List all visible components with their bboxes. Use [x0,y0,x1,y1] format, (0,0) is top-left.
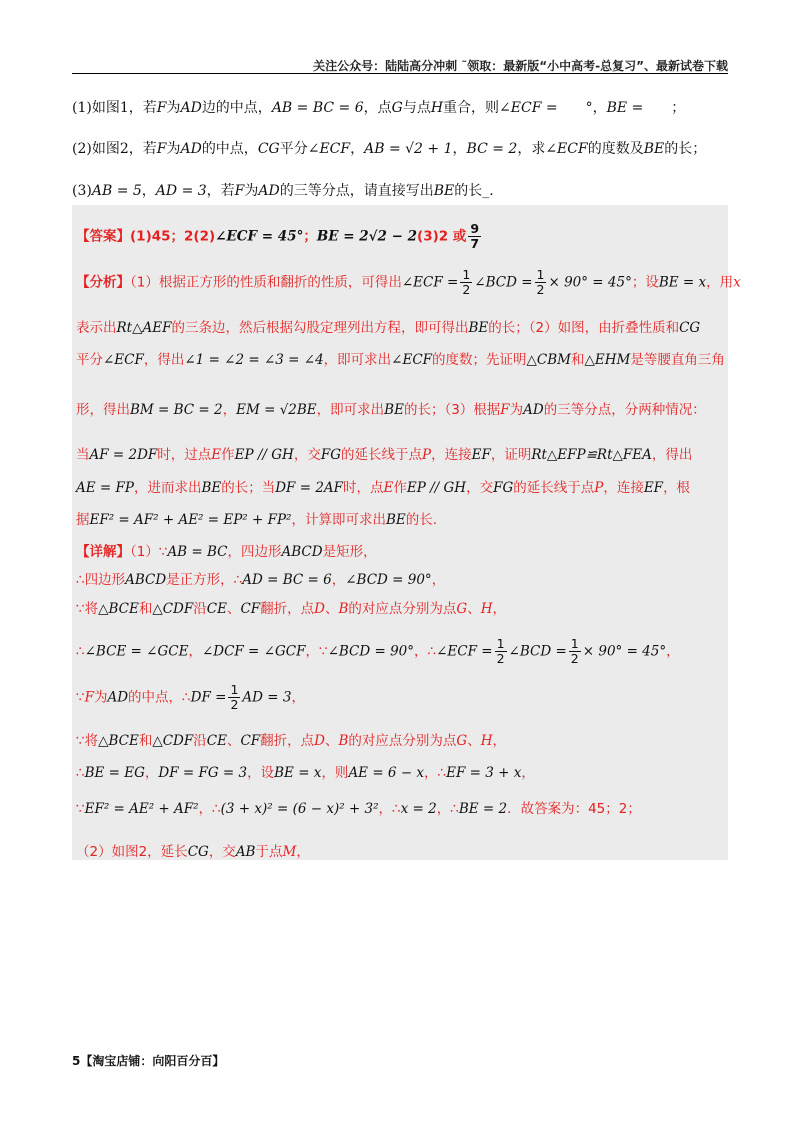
analysis-label: 【分析】 [76,274,130,291]
analysis-line-5: 当AF = 2DF时，过点E作EP // GH，交FG的延长线于点P，连接EF，证明Rt△EFP≌Rt△FEA，得出 [76,447,693,463]
question-1: (1)如图1，若F为AD边的中点，AB = BC = 6，点G与点H重合，则∠ECF = °，BE = ； [72,100,686,116]
detail-line-5: ∵F为AD的中点，∴DF = $\frac{1}{2}$ AD = 3， [76,682,305,712]
fraction-half: $\frac{1}{2}$ [536,267,545,297]
analysis-line-3: 平分∠ECF，得出∠1 = ∠2 = ∠3 = ∠4，即可求出∠ECF的度数；先证明△CBM和△EHM是等腰直角三角 [76,352,725,368]
fraction: $\frac{9}{7}$ [470,221,480,251]
analysis-line-1: 【分析】（1）根据正方形的性质和翻折的性质，可得出∠ECF = $\frac{1}{2}$ ∠BCD = $\frac{1}{2}$ × 90° = 45°；设BE = x，用x [76,267,741,297]
answer-label: 【答案】 [76,228,130,245]
fraction-half: $\frac{1}{2}$ [496,636,505,666]
analysis-line-7: 据EF² = AF² + AE² = EP² + FP²，计算即可求出BE的长. [76,512,438,528]
answer-line: 【答案】(1)45；2(2)∠ECF = 45°；BE = 2√2 − 2(3)2 或 $\frac{9}{7}$ [76,221,480,251]
detail-line-4: ∴∠BCE = ∠GCE，∠DCF = ∠GCF，∵∠BCD = 90°，∴∠ECF = $\frac{1}{2}$ ∠BCD = $\frac{1}{2}$ × 90° = 45°， [76,636,680,666]
fraction-half: $\frac{1}{2}$ [570,636,579,666]
detail-line-9: （2）如图2，延长CG，交AB于点M， [76,844,310,860]
analysis-line-2: 表示出Rt△AEF的三条边，然后根据勾股定理列出方程，即可得出BE的长；（2）如图，由折叠性质和CG [76,320,701,336]
detail-line-8: ∵EF² = AE² + AF²，∴(3 + x)² = (6 − x)² + 3²，∴x = 2，∴BE = 2．故答案为：45；2； [76,801,641,817]
header-text: 关注公众号：陆陆高分冲刺 ˜领取：最新版“小中高考-总复习”、最新试卷下载 [313,59,728,73]
header-divider [72,73,728,74]
fraction-half: $\frac{1}{2}$ [462,267,471,297]
analysis-line-4: 形，得出BM = BC = 2，EM = √2BE，即可求出BE的长；（3）根据F为AD的三等分点，分两种情况： [76,402,706,418]
question-2: (2)如图2，若F为AD的中点，CG平分∠ECF，AB = √2 + 1，BC = 2，求∠ECF的度数及BE的长； [72,141,707,157]
fraction-half: $\frac{1}{2}$ [230,682,239,712]
detail-line-2: ∴四边形ABCD是正方形，∴AD = BC = 6，∠BCD = 90°， [76,572,446,588]
question-3: (3)AB = 5，AD = 3，若F为AD的三等分点，请直接写出BE的长_. [72,183,494,199]
analysis-line-6: AE = FP，进而求出BE的长；当DF = 2AF时，点E作EP // GH，交FG的延长线于点P，连接EF，根 [76,480,691,496]
detail-label: 【详解】 [76,544,130,560]
detail-line-3: ∵将△BCE和△CDF沿CE、CF翻折，点D、B的对应点分别为点G、H， [76,601,506,617]
page-footer: 5【淘宝店铺：向阳百分百】 [72,1054,225,1068]
detail-line-7: ∴BE = EG，DF = FG = 3，设BE = x，则AE = 6 − x，∴EF = 3 + x， [76,765,535,781]
detail-line-1: 【详解】（1）∵AB = BC，四边形ABCD是矩形， [76,544,377,560]
detail-line-6: ∵将△BCE和△CDF沿CE、CF翻折，点D、B的对应点分别为点G、H， [76,733,506,749]
